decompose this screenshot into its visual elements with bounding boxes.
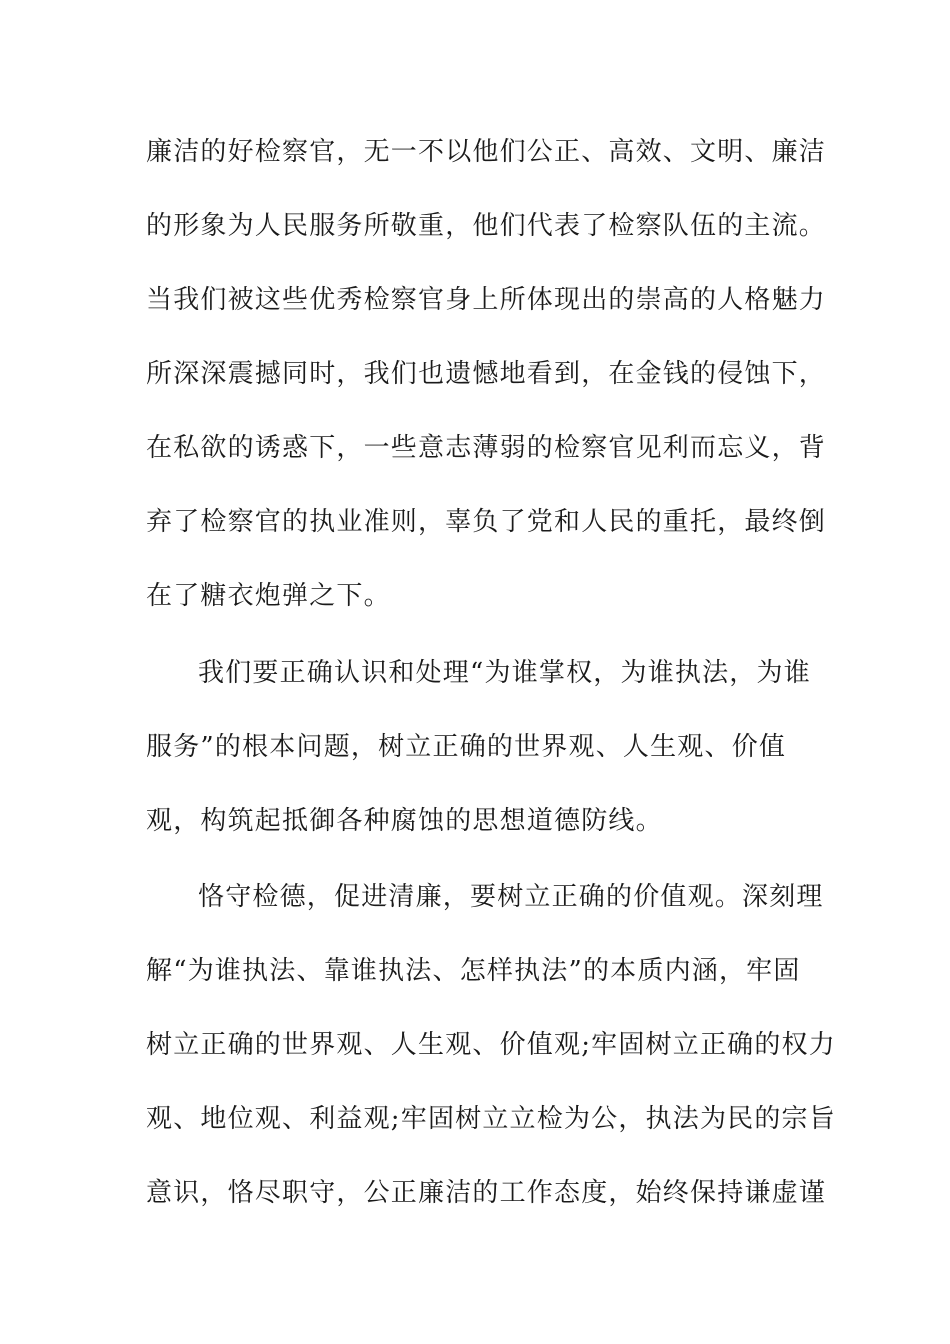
paragraph-first-line: 恪守检德，促进清廉，要树立正确的价值观。深刻理 [198, 882, 824, 912]
text-line: 在了糖衣炮弹之下。 [146, 581, 391, 611]
text-line: 意识，恪尽职守，公正廉洁的工作态度，始终保持谦虚谨 [146, 1178, 827, 1208]
text-line: 在私欲的诱惑下，一些意志薄弱的检察官见利而忘义，背 [146, 433, 827, 463]
text-line: 服务”的根本问题，树立正确的世界观、人生观、价值 [146, 732, 787, 762]
text-line: 廉洁的好检察官，无一不以他们公正、高效、文明、廉洁 [146, 137, 827, 167]
text-line: 的形象为人民服务所敬重，他们代表了检察队伍的主流。 [146, 211, 827, 241]
text-line: 解“为谁执法、靠谁执法、怎样执法”的本质内涵，牢固 [146, 956, 801, 986]
text-line: 当我们被这些优秀检察官身上所体现出的崇高的人格魅力 [146, 285, 827, 315]
text-line: 观，构筑起抵御各种腐蚀的思想道德防线。 [146, 806, 663, 836]
text-line: 树立正确的世界观、人生观、价值观;牢固树立正确的权力 [146, 1030, 836, 1060]
paragraph-first-line: 我们要正确认识和处理“为谁掌权，为谁执法，为谁 [198, 658, 811, 688]
text-line: 所深深震撼同时，我们也遗憾地看到，在金钱的侵蚀下， [146, 359, 827, 389]
text-line: 观、地位观、利益观;牢固树立立检为公，执法为民的宗旨 [146, 1104, 836, 1134]
text-line: 弃了检察官的执业准则，辜负了党和人民的重托，最终倒 [146, 507, 827, 537]
